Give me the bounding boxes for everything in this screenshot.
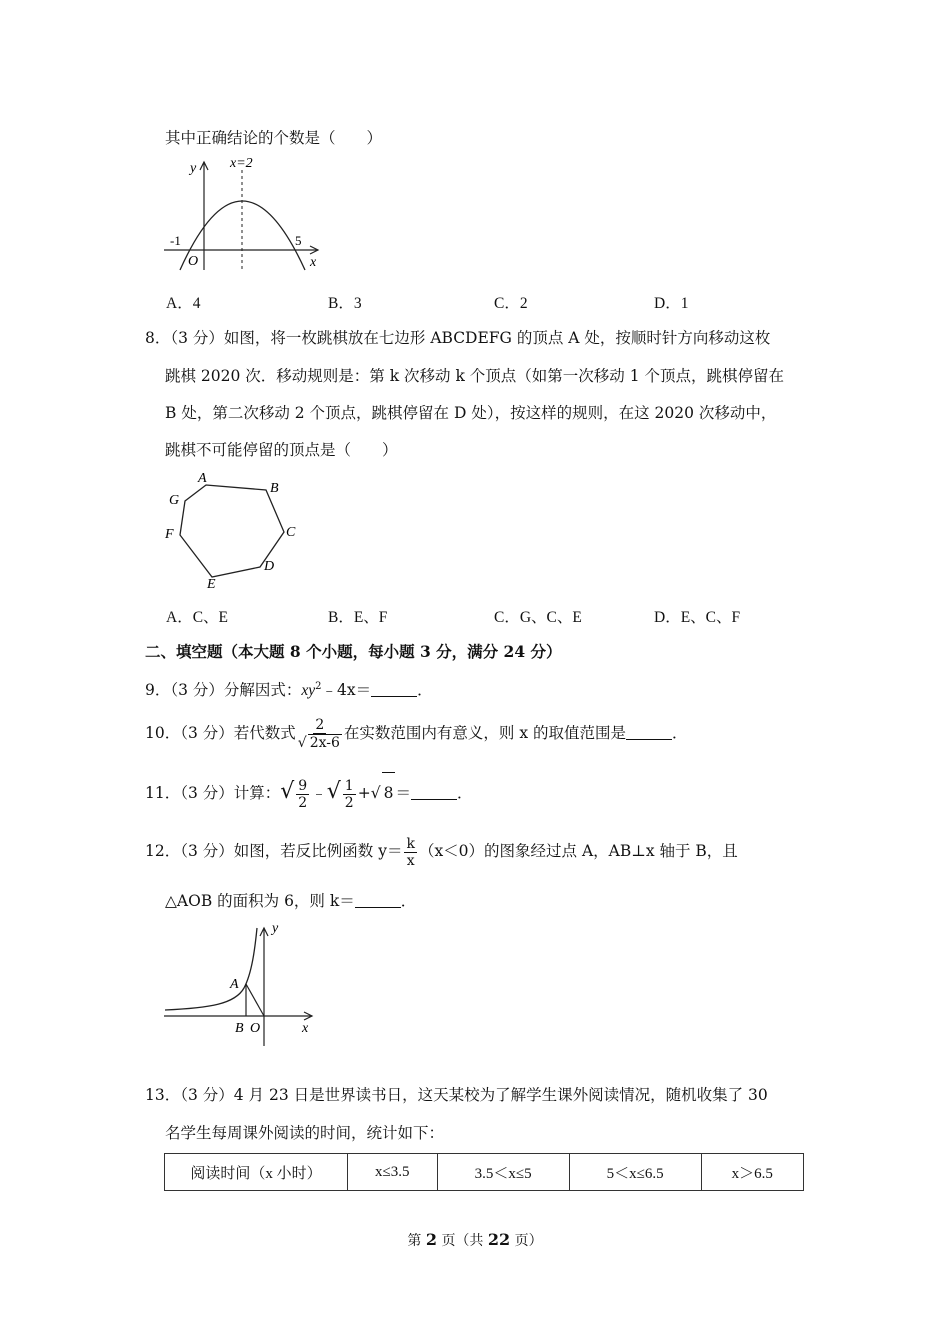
q7-option-d: D．1 (654, 295, 689, 312)
q12-end: ． (400, 892, 417, 910)
q12-hyperbola-graph (160, 918, 320, 1048)
q11-denominator-1: 2 (298, 794, 308, 811)
q11-equals: ＝ (395, 784, 411, 802)
q12-prefix: 12．（3 分）如图，若反比例函数 y＝ (145, 842, 403, 860)
q11-frac-1 (296, 778, 309, 811)
q9 (145, 677, 433, 701)
q10-numerator: 2 (315, 717, 325, 733)
table-header-cell: 3.5＜x≤5 (437, 1154, 569, 1191)
q11-plus: + (357, 784, 371, 802)
q13-line-1: 13．（3 分）4 月 23 日是世界读书日，这天某校为了解学生课外阅读情况，随机收集了 30 (145, 1086, 768, 1104)
footer-total-pages: 22 (487, 1230, 511, 1249)
q7-option-c: C．2 (494, 295, 528, 312)
q7-parabola-curve (180, 201, 305, 270)
q12-o-label: O (250, 1021, 261, 1036)
q12-suffix: （x＜0）的图象经过点 A，AB⊥x 轴于 B，且 (418, 842, 738, 860)
q12-y-label: y (272, 921, 279, 936)
footer-pre: 第 (407, 1233, 422, 1249)
section-2-title: 二、填空题（本大题 8 个小题，每小题 3 分，满分 24 分） (145, 642, 562, 661)
q12-x-label: x (302, 1021, 309, 1036)
q11-minus: ﹣ (311, 784, 327, 802)
q13-line-2: 名学生每周课外阅读的时间，统计如下： (165, 1124, 445, 1142)
q12-fraction (404, 836, 416, 869)
q8-option-a: A．C、E (166, 609, 229, 626)
q8-vertex-d: D (264, 559, 275, 574)
q8-vertex-c: C (286, 525, 296, 540)
q7-left-root-label: -1 (170, 233, 181, 248)
q11-radicand-3: 8 (382, 772, 396, 813)
table-row (165, 1154, 804, 1191)
q11-numerator-1: 9 (298, 777, 308, 794)
q13-reading-time-table (164, 1153, 804, 1191)
q12-a-label: A (230, 977, 239, 992)
table-header-cell: 阅读时间（x 小时） (165, 1154, 348, 1191)
q7-origin-label: O (188, 254, 199, 269)
q7-y-label: y (190, 161, 197, 176)
q8-line-1: 8．（3 分）如图，将一枚跳棋放在七边形 ABCDEFG 的顶点 A 处，按顺时针方向移动这枚 (145, 329, 771, 347)
q7-right-root-label: 5 (295, 233, 302, 248)
q10-suffix: 在实数范围内有意义，则 x 的取值范围是 (343, 724, 626, 742)
q8-vertex-f: F (165, 527, 174, 542)
q11-denominator-2: 2 (344, 794, 354, 811)
q12-line-2 (165, 891, 416, 911)
q12-hyperbola-curve (165, 928, 257, 1010)
q9-end: ． (417, 681, 433, 700)
q8-option-b: B．E、F (328, 609, 388, 626)
q12-b-label: B (235, 1021, 244, 1036)
q8-line-3: B 处，第二次移动 2 个顶点，跳棋停留在 D 处），按这样的规则，在这 2020 次移动中， (165, 404, 777, 422)
q8-option-d: D．E、C、F (654, 609, 741, 626)
q11-frac-2 (343, 778, 356, 811)
q11-numerator-2: 1 (344, 777, 354, 794)
q10-end: ． (672, 724, 688, 742)
q8-vertex-e: E (207, 577, 216, 592)
q12-denominator: x (406, 852, 415, 869)
q9-answer-blank[interactable] (371, 682, 417, 697)
q8-heptagon-figure (160, 466, 310, 594)
q12-numerator: k (406, 835, 415, 852)
footer-page-number: 2 (425, 1230, 437, 1249)
q8-vertex-g: G (169, 493, 180, 508)
q11-answer-blank[interactable] (411, 785, 457, 800)
footer-post: 页） (514, 1233, 543, 1249)
q12-segment-ao (246, 984, 264, 1016)
q8-option-c: C．G、C、E (494, 609, 582, 626)
q8-line-2: 跳棋 2020 次．移动规则是：第 k 次移动 k 个顶点（如第一次移动 1 个顶点，跳棋停留在 (165, 367, 785, 385)
q10-fraction (298, 717, 342, 751)
table-header-cell: x＞6.5 (701, 1154, 803, 1191)
q11-end: ． (456, 784, 473, 802)
q10-radicand: 2x-6 (309, 735, 340, 751)
q7-parabola-graph (160, 152, 330, 274)
q12-line-2-text: △AOB 的面积为 6，则 k＝ (165, 892, 355, 910)
q10 (145, 714, 688, 752)
q11-prefix: 11．（3 分）计算： (145, 784, 281, 802)
q9-expr: xy (301, 682, 316, 700)
q8-vertex-a: A (198, 471, 207, 486)
q7-x-label: x (310, 255, 317, 270)
q9-expr2: ﹣4x＝ (321, 681, 372, 700)
q9-prefix: 9．（3 分）分解因式： (145, 681, 302, 700)
footer-mid: 页（共 (441, 1233, 484, 1249)
q7-option-b: B．3 (328, 295, 362, 312)
q11: 11．（3 分）计算：√ $\frac{9}{2}$ ﹣√ $\frac{1}{2}$ +√ 8 ＝ ． (145, 772, 472, 813)
q8-line-4: 跳棋不可能停留的顶点是（ ） (165, 441, 398, 459)
q7-option-a: A．4 (166, 295, 201, 312)
q10-prefix: 10．（3 分）若代数式 (145, 724, 296, 742)
q7-axis-label: x=2 (230, 156, 253, 171)
q10-denominator: √ 2x-6 (297, 735, 340, 751)
table-header-cell: x≤3.5 (348, 1154, 438, 1191)
q10-answer-blank[interactable] (626, 725, 672, 740)
q12-line-1 (145, 832, 738, 870)
q12-answer-blank[interactable] (355, 893, 401, 908)
q9-sup: 2 (315, 681, 322, 692)
page-footer (0, 1230, 950, 1250)
q7-stem: 其中正确结论的个数是（ ） (165, 129, 383, 147)
q8-vertex-b: B (270, 481, 279, 496)
table-header-cell: 5＜x≤6.5 (569, 1154, 701, 1191)
